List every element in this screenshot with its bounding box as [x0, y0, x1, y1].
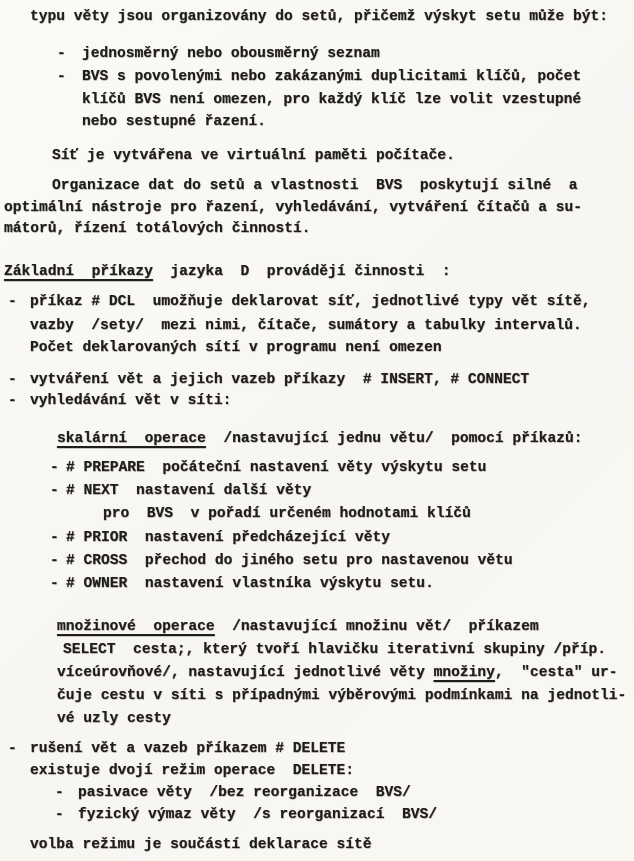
text-line	[52, 177, 577, 195]
text-line	[57, 430, 582, 448]
text-line	[63, 641, 606, 659]
text-line	[66, 482, 311, 500]
text-line	[30, 762, 354, 780]
bullet-dash: -	[8, 294, 17, 310]
text-span: Počet deklarovaných sítí v programu není omezen	[30, 340, 442, 356]
text-line	[30, 293, 591, 311]
text-span: # OWNER nastavení vlastníka výskytu setu.	[66, 576, 434, 592]
text-span: , "cesta" ur-	[494, 665, 618, 681]
text-line	[82, 45, 380, 63]
text-line	[30, 339, 442, 357]
text-span: rušení vět a vazeb příkazem # DELETE	[30, 741, 346, 757]
text-span: Síť je vytvářena ve virtuální paměti počítače.	[52, 148, 455, 164]
text-span: Organizace dat do setů a vlastnosti BVS poskytují silné a	[52, 178, 578, 194]
text-line	[66, 459, 486, 477]
text-span: # PRIOR nastavení předcházející věty	[66, 530, 391, 546]
text-span: existuje dvojí režim operace DELETE:	[30, 763, 355, 779]
underlined-text: množiny	[433, 665, 495, 681]
text-line	[30, 371, 529, 389]
text-span: vytváření vět a jejich vazeb příkazy # INSERT, # CONNECT	[30, 372, 530, 388]
text-line	[57, 664, 618, 682]
text-line	[66, 552, 513, 570]
bullet-dash: -	[55, 785, 64, 801]
text-line	[30, 740, 345, 758]
text-line	[82, 91, 581, 109]
text-span: vé uzly cesty	[57, 711, 171, 727]
bullet-dash: -	[50, 530, 59, 546]
text-span: optimální nástroje pro řazení, vyhledávání, vytváření čítačů a su-	[4, 200, 583, 216]
text-span: víceúrovňové/, nastavující jednotlivé věty	[57, 665, 434, 681]
bullet-dash: -	[50, 460, 59, 476]
text-line	[52, 147, 455, 165]
text-line	[4, 263, 451, 281]
text-span: čuje cestu v síti s případnými výběrovými podmínkami na jednotli-	[57, 688, 627, 704]
text-span: fyzický výmaz věty /s reorganizací BVS/	[78, 807, 438, 823]
bullet-dash: -	[55, 807, 64, 823]
text-line	[57, 618, 539, 636]
text-span: pro BVS v pořadí určeném hodnotami klíčů	[103, 506, 471, 522]
text-span: /nastavující množinu vět/ příkazem	[214, 619, 539, 635]
text-line	[66, 529, 390, 547]
bullet-dash: -	[50, 553, 59, 569]
text-line	[78, 806, 437, 824]
bullet-dash: -	[8, 741, 17, 757]
text-line	[82, 113, 266, 131]
text-line	[4, 199, 582, 217]
bullet-dash: -	[57, 46, 66, 62]
underlined-text: množinové operace	[57, 619, 215, 635]
bullet-dash: -	[8, 372, 17, 388]
text-span: příkaz # DCL umožňuje deklarovat síť, jednotlivé typy vět sítě,	[30, 294, 591, 310]
text-span: klíčů BVS není omezen, pro každý klíč lze volit vzestupné	[82, 92, 582, 108]
text-span: # NEXT nastavení další věty	[66, 483, 312, 499]
text-span: # CROSS přechod do jiného setu pro nastavenou větu	[66, 553, 513, 569]
text-line	[30, 392, 231, 410]
text-span: jednosměrný nebo obousměrný seznam	[82, 46, 380, 62]
text-span: vyhledávání vět v síti:	[30, 393, 232, 409]
text-line	[30, 317, 582, 335]
text-span: SELECT cesta;, který tvoří hlavičku iterativní skupiny /příp.	[63, 642, 606, 658]
text-line	[4, 220, 311, 238]
text-line	[78, 784, 411, 802]
text-line	[30, 8, 608, 26]
text-span: mátorů, řízení totálových činností.	[4, 221, 311, 237]
bullet-dash: -	[50, 576, 59, 592]
text-span: vazby /sety/ mezi nimi, čítače, sumátory a tabulky intervalů.	[30, 318, 582, 334]
text-line	[82, 68, 581, 86]
text-span: # PREPARE počáteční nastavení věty výskytu setu	[66, 460, 487, 476]
bullet-dash: -	[8, 393, 17, 409]
text-span: volba režimu je součástí deklarace sítě	[30, 837, 372, 853]
underlined-text: skalární operace	[57, 431, 206, 447]
bullet-dash: -	[50, 483, 59, 499]
text-span: BVS s povolenými nebo zakázanými duplicitami klíčů, počet	[82, 69, 582, 85]
text-span: jazyka D provádějí činnosti :	[152, 264, 451, 280]
text-line	[30, 836, 372, 854]
bullet-dash: -	[57, 69, 66, 85]
text-span: pasivace věty /bez reorganizace BVS/	[78, 785, 411, 801]
text-span: typu věty jsou organizovány do setů, přičemž výskyt setu může být:	[30, 9, 609, 25]
underlined-text: Základní příkazy	[4, 264, 153, 280]
text-line	[57, 710, 171, 728]
text-span: /nastavující jednu větu/ pomocí příkazů:	[205, 431, 583, 447]
text-line	[103, 505, 471, 523]
text-span: nebo sestupné řazení.	[82, 114, 266, 130]
text-line	[66, 575, 434, 593]
text-line	[57, 687, 626, 705]
